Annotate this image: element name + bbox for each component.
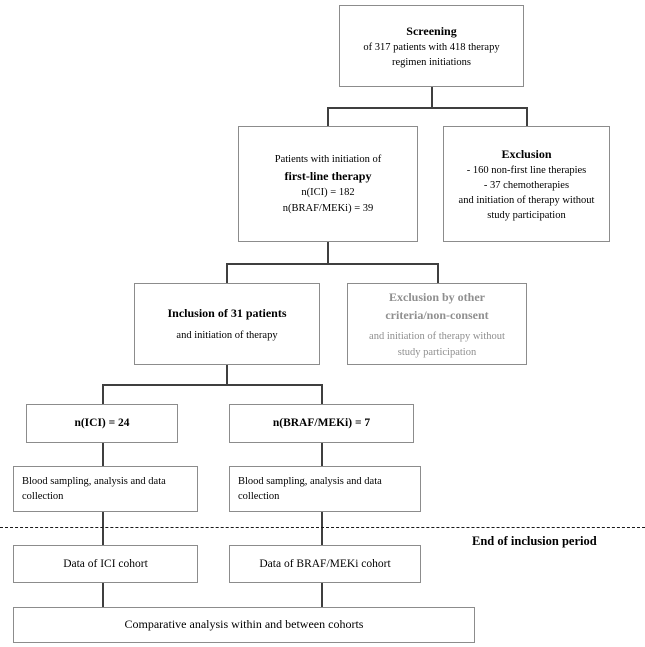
node-exclusion-first [443, 126, 610, 242]
connector-first-line-down [327, 242, 329, 264]
connector-split-bar-1 [327, 107, 527, 109]
node-exclusion-other [347, 283, 527, 365]
connector-data-ici-to-comparative [102, 583, 104, 607]
connector-to-first-line [327, 107, 329, 126]
node-blood-sampling-ici [13, 466, 198, 512]
connector-data-braf-to-comparative [321, 583, 323, 607]
first-line-n-braf: n(BRAF/MEKi) = 39 [282, 202, 374, 214]
comparative-label: Comparative analysis within and between cohorts [124, 617, 364, 632]
connector-to-inclusion [226, 263, 228, 283]
exclusion2-line1: and initiation of therapy without [369, 331, 505, 343]
screening-line1: of 317 patients with 418 therapy [363, 41, 500, 53]
blood-braf-line1: Blood sampling, analysis and data [238, 475, 382, 487]
inclusion-line1: and initiation of therapy [176, 330, 278, 342]
node-n-braf [229, 404, 414, 443]
connector-split-bar-3 [102, 384, 322, 386]
node-data-ici-cohort [13, 545, 198, 583]
first-line-line1: Patients with initiation of [274, 154, 382, 166]
connector-split-bar-2 [226, 263, 438, 265]
first-line-heading: first-line therapy [284, 169, 372, 184]
connector-to-exclusion-2 [437, 263, 439, 283]
exclusion1-line4: study participation [487, 210, 566, 222]
node-inclusion [134, 283, 320, 365]
connector-blood-braf-to-data [321, 512, 323, 545]
blood-ici-line1: Blood sampling, analysis and data [22, 475, 166, 487]
inclusion-heading: Inclusion of 31 patients [167, 306, 287, 321]
connector-inclusion-down [226, 365, 228, 385]
exclusion2-heading1: Exclusion by other [388, 290, 485, 305]
data-ici-label: Data of ICI cohort [63, 557, 148, 570]
n-ici-heading: n(ICI) = 24 [74, 416, 130, 429]
first-line-n-ici: n(ICI) = 182 [301, 187, 355, 199]
node-comparative-analysis [13, 607, 475, 643]
connector-to-exclusion-1 [526, 107, 528, 126]
screening-line2: regimen initiations [391, 57, 472, 68]
node-blood-sampling-braf [229, 466, 421, 512]
end-of-inclusion-label: End of inclusion period [472, 534, 597, 548]
n-braf-heading: n(BRAF/MEKi) = 7 [272, 416, 371, 429]
end-of-inclusion-divider [0, 527, 645, 528]
exclusion2-line2: study participation [397, 346, 477, 358]
connector-blood-ici-to-data [102, 512, 104, 545]
blood-ici-line2: collection [22, 491, 64, 502]
node-n-ici [26, 404, 178, 443]
connector-n-ici-to-blood [102, 443, 104, 466]
node-data-braf-cohort [229, 545, 421, 583]
data-braf-label: Data of BRAF/MEKi cohort [259, 557, 391, 570]
node-first-line-therapy [238, 126, 418, 242]
connector-to-n-ici [102, 384, 104, 404]
node-screening [339, 5, 524, 87]
exclusion1-line2: - 37 chemotherapies [483, 179, 570, 191]
exclusion1-line1: - 160 non-first line therapies [466, 164, 587, 176]
exclusion1-heading: Exclusion [501, 146, 552, 161]
screening-heading: Screening [406, 23, 457, 38]
connector-n-braf-to-blood [321, 443, 323, 466]
exclusion1-line3: and initiation of therapy without [458, 195, 595, 206]
exclusion2-heading2: criteria/non-consent [385, 308, 489, 323]
connector-to-n-braf [321, 384, 323, 404]
blood-braf-line2: collection [238, 491, 280, 502]
connector-screening-down [431, 87, 433, 108]
